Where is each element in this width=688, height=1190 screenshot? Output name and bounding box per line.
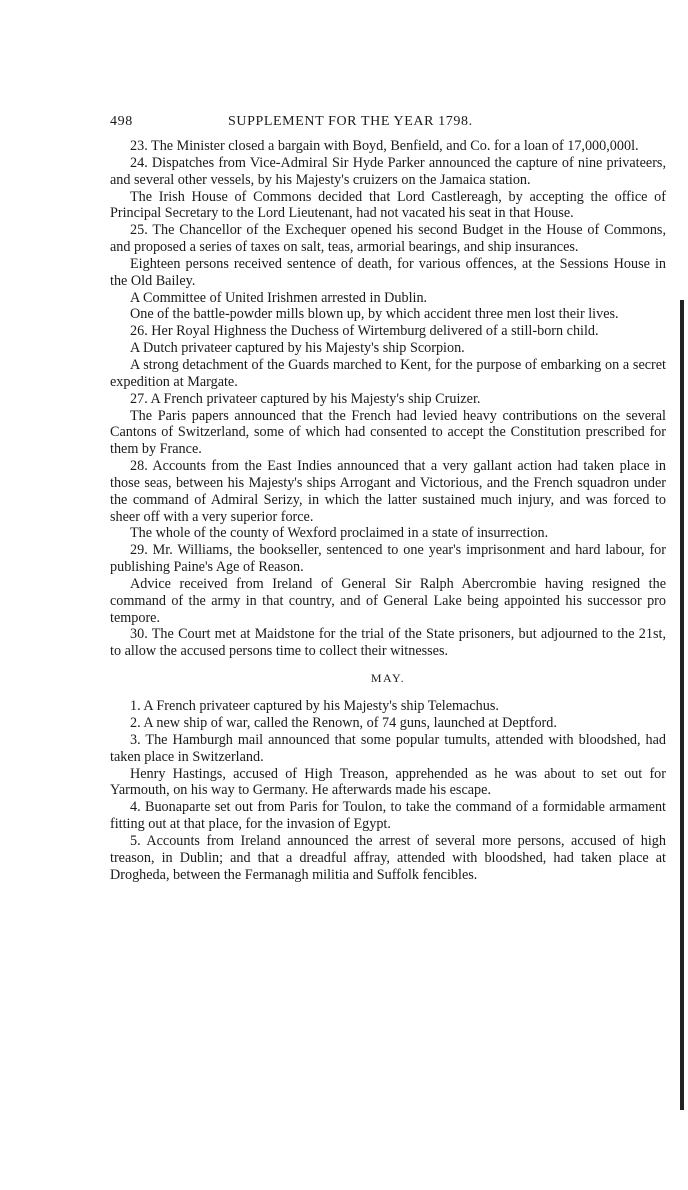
paragraph-april-28: 28. Accounts from the East Indies announced that a very gallant action had taken place in those seas, between his Majesty's ships Arrogant and Victorious, and the French squadron under the command of Admiral Serizy, in which the latter sustained much injury, and was forced to sheer off with a very superior force. bbox=[110, 458, 666, 525]
page-number: 498 bbox=[110, 114, 133, 129]
paragraph-may-2: 2. A new ship of war, called the Renown, of 74 guns, launched at Deptford. bbox=[130, 715, 557, 731]
paragraph-guards-kent: A strong detachment of the Guards marched to Kent, for the purpose of embarking on a secret expedition at Margate. bbox=[110, 356, 666, 390]
paragraph-old-bailey: Eighteen persons received sentence of death, for various offences, at the Sessions House in the Old Bailey. bbox=[110, 255, 666, 289]
page-edge-shadow bbox=[680, 300, 684, 1110]
paragraph-dutch-privateer: A Dutch privateer captured by his Majesty's ship Scorpion. bbox=[130, 340, 465, 357]
paragraph-irish-commons: The Irish House of Commons decided that Lord Castlereagh, by accepting the office of Principal Secretary to the Lord Lieutenant, had not vacated his seat in that House. bbox=[110, 188, 666, 222]
paragraph-april-24: 24. Dispatches from Vice-Admiral Sir Hyde Parker announced the capture of nine privateers, and several other vessels, by his Majesty's cruizers on the Jamaica station. bbox=[110, 154, 666, 188]
paragraph-abercrombie: Advice received from Ireland of General Sir Ralph Abercrombie having resigned the command of the army in that country, and of General Lake being appointed his successor pro tempore. bbox=[110, 575, 666, 626]
section-title-may: MAY. bbox=[370, 671, 406, 686]
running-head: SUPPLEMENT FOR THE YEAR 1798. bbox=[228, 114, 473, 129]
paragraph-united-irishmen: A Committee of United Irishmen arrested in Dublin. bbox=[130, 289, 428, 306]
paragraph-april-30: 30. The Court met at Maidstone for the trial of the State prisoners, but adjourned to the 21st, to allow the accused persons time to collect their witnesses. bbox=[110, 626, 666, 660]
paragraph-may-5: 5. Accounts from Ireland announced the arrest of several more persons, accused of high treason, in Dublin; and that a dreadful affray, attended with bloodshed, had taken place at Drogheda, between the Fermanagh militia and Suffolk fencibles. bbox=[110, 832, 666, 883]
paragraph-april-29: 29. Mr. Williams, the bookseller, sentenced to one year's imprisonment and hard labour, for publishing Paine's Age of Reason. bbox=[110, 542, 666, 576]
paragraph-may-3: 3. The Hamburgh mail announced that some popular tumults, attended with bloodshed, had taken place in Switzerland. bbox=[110, 731, 666, 765]
paragraph-april-23: 23. The Minister closed a bargain with Boyd, Benfield, and Co. for a loan of 17,000,000l. bbox=[130, 138, 639, 154]
paragraph-powder-mills: One of the battle-powder mills blown up, by which accident three men lost their lives. bbox=[130, 306, 619, 323]
paragraph-april-27: 27. A French privateer captured by his Majesty's ship Cruizer. bbox=[130, 390, 481, 407]
body-text bbox=[110, 138, 666, 883]
paragraph-paris-papers: The Paris papers announced that the French had levied heavy contributions on the several Cantons of Switzerland, some of which had consented to accept the Constitution prescribed for them by France. bbox=[110, 407, 666, 458]
paragraph-wexford: The whole of the county of Wexford proclaimed in a state of insurrection. bbox=[130, 525, 549, 542]
paragraph-may-1: 1. A French privateer captured by his Majesty's ship Telemachus. bbox=[130, 698, 499, 715]
document-page bbox=[110, 108, 666, 883]
paragraph-may-4: 4. Buonaparte set out from Paris for Toulon, to take the command of a formidable armament fitting out at that place, for the invasion of Egypt. bbox=[110, 799, 666, 833]
paragraph-hastings: Henry Hastings, accused of High Treason, apprehended as he was about to set out for Yarmouth, on his way to Germany. He afterwards made his escape. bbox=[110, 765, 666, 799]
page-header bbox=[110, 108, 666, 138]
paragraph-april-26: 26. Her Royal Highness the Duchess of Wirtemburg delivered of a still-born child. bbox=[130, 323, 599, 340]
paragraph-april-25: 25. The Chancellor of the Exchequer opened his second Budget in the House of Commons, and proposed a series of taxes on salt, teas, armorial bearings, and ship insurances. bbox=[110, 222, 666, 256]
